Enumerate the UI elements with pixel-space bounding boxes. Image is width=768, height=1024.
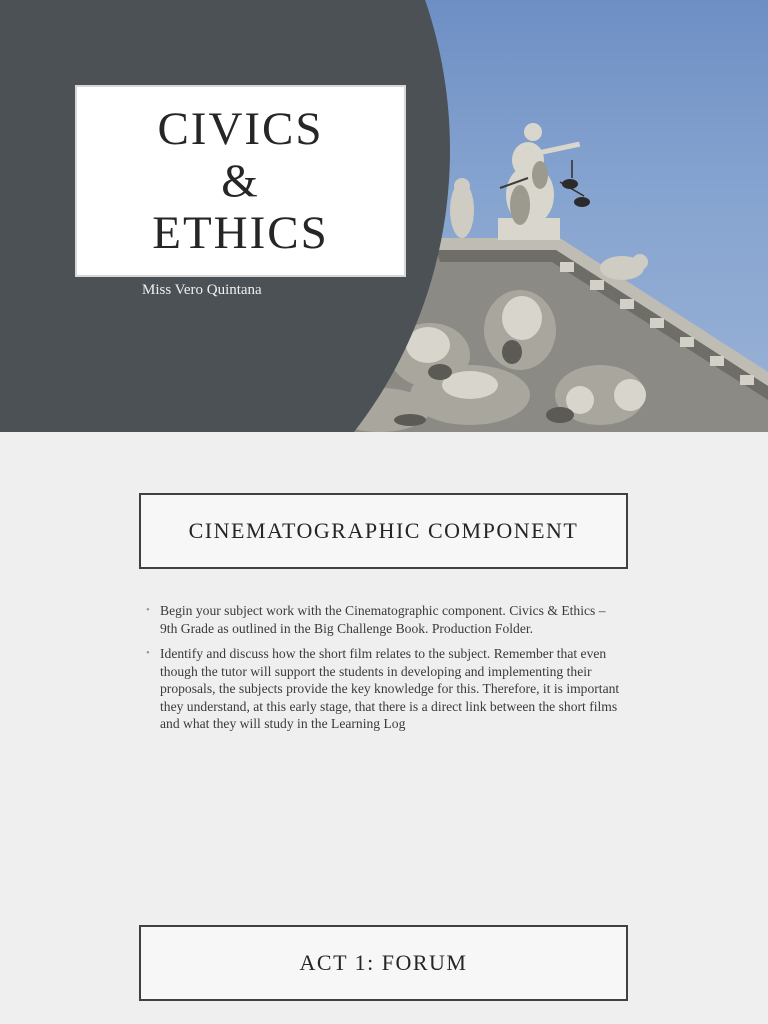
bullet-text: Identify and discuss how the short film relates to the subject. Remember that even though the tutor will support the students in developing and implementing their proposals, the subjects provide the key knowledge for this. Therefore, it is important they understand, at this early stage, that there is a direct link between the short films and what they will study in the Learning Log (160, 646, 620, 731)
act-slide (0, 862, 768, 1024)
bullet-item (146, 602, 626, 637)
bullet-item (146, 645, 626, 733)
title-line-3: ETHICS (152, 207, 329, 259)
title-line-2: & (221, 155, 260, 207)
bullet-dot-icon: • (146, 647, 150, 659)
presenter-name: Miss Vero Quintana (142, 282, 262, 298)
title-box (75, 85, 406, 277)
bullet-text: Begin your subject work with the Cinematographic component. Civics & Ethics – 9th Grade as outlined in the Big Challenge Book. Production Folder. (160, 603, 606, 636)
bullet-dot-icon: • (146, 604, 150, 616)
title-line-1: CIVICS (157, 103, 324, 155)
slide-title (152, 103, 329, 259)
act-heading-box (139, 925, 628, 1001)
bullet-list (146, 602, 626, 741)
section-heading: CINEMATOGRAPHIC COMPONENT (188, 518, 579, 543)
act-heading: ACT 1: FORUM (299, 950, 468, 975)
section-heading-box (139, 493, 628, 569)
title-slide (0, 0, 768, 432)
content-slide (0, 432, 768, 862)
